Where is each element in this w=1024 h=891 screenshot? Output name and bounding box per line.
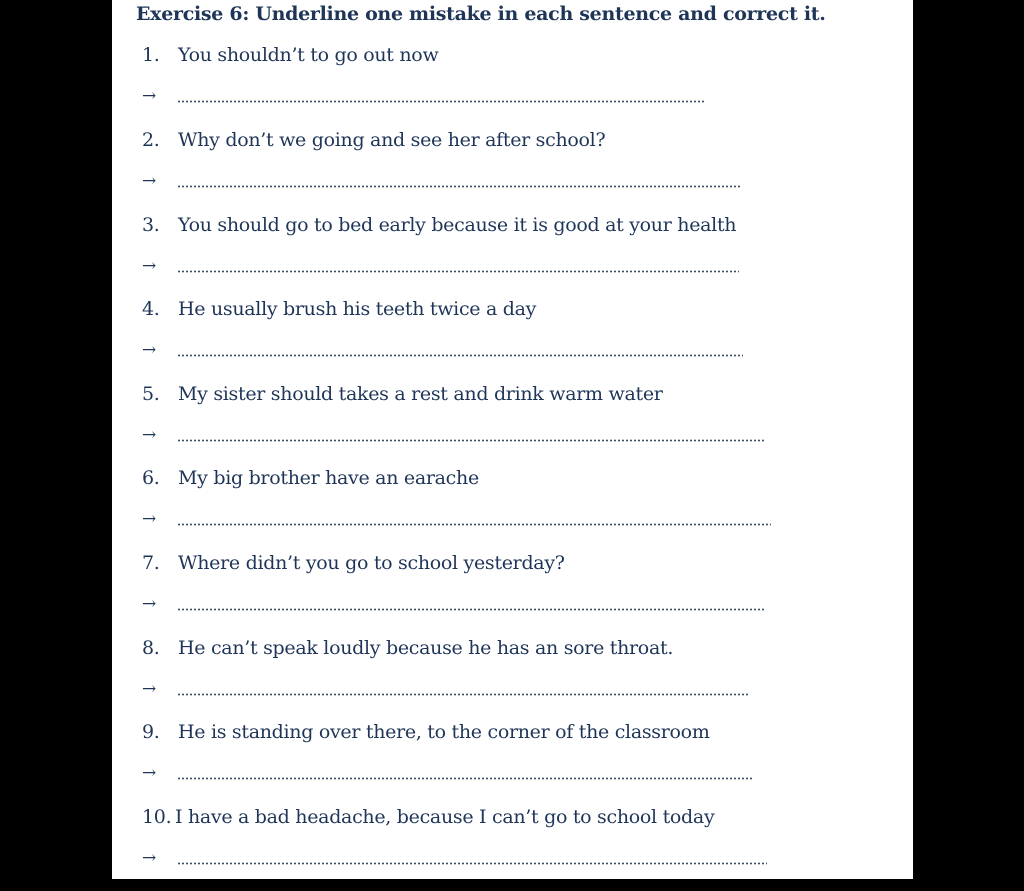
sentence-text: You shouldn’t to go out now [178,44,439,66]
sentence [142,637,673,659]
exercise-item [112,129,913,214]
sentence-text: Where didn’t you go to school yesterday? [178,552,565,574]
arrow-icon: → [142,509,157,529]
exercise-item [112,298,913,383]
dotted-answer-blank[interactable] [177,608,765,611]
sentence [142,467,479,489]
item-number: 9. [142,721,160,743]
item-number: 5. [142,383,160,405]
sentence-text: He can’t speak loudly because he has an sore throat. [178,637,674,659]
arrow-icon: → [142,425,157,445]
item-number: 7. [142,552,160,574]
arrow-icon: → [142,256,157,276]
arrow-icon: → [142,848,157,868]
item-number: 6. [142,467,160,489]
sentence-text: He usually brush his teeth twice a day [178,298,537,320]
sentence-text: I have a bad headache, because I can’t go to school today [175,806,715,828]
exercise-item [112,44,913,129]
sentence [142,129,605,151]
sentence [142,298,536,320]
sentence-text: My big brother have an earache [178,467,479,489]
sentence [142,721,710,743]
exercise-item [112,552,913,637]
item-number: 2. [142,129,160,151]
exercise-item [112,214,913,299]
dotted-answer-blank[interactable] [177,862,767,865]
sentence-text: He is standing over there, to the corner of the classroom [178,721,710,743]
sentence [142,806,714,828]
arrow-icon: → [142,763,157,783]
worksheet-page [112,0,913,879]
sentence [142,383,663,405]
exercise-item [112,721,913,806]
sentence [142,214,736,236]
exercise-item [112,467,913,552]
exercise-item [112,806,913,891]
arrow-icon: → [142,594,157,614]
arrow-icon: → [142,86,157,106]
dotted-answer-blank[interactable] [177,185,741,188]
arrow-icon: → [142,340,157,360]
exercise-title: Exercise 6: Underline one mistake in each sentence and correct it. [136,3,826,25]
dotted-answer-blank[interactable] [177,354,743,357]
item-number: 1. [142,44,160,66]
arrow-icon: → [142,171,157,191]
dotted-answer-blank[interactable] [177,777,753,780]
item-number: 10. [142,806,172,828]
dotted-answer-blank[interactable] [177,693,749,696]
item-number: 8. [142,637,160,659]
sentence [142,552,565,574]
item-number: 3. [142,214,160,236]
exercise-item [112,637,913,722]
item-number: 4. [142,298,160,320]
dotted-answer-blank[interactable] [177,439,765,442]
dotted-answer-blank[interactable] [177,270,739,273]
dotted-answer-blank[interactable] [177,523,771,526]
dotted-answer-blank[interactable] [177,100,705,103]
arrow-icon: → [142,679,157,699]
sentence-text: You should go to bed early because it is good at your health [178,214,737,236]
exercise-item [112,383,913,468]
sentence-text: My sister should takes a rest and drink warm water [178,383,663,405]
sentence [142,44,438,66]
sentence-text: Why don’t we going and see her after school? [178,129,606,151]
